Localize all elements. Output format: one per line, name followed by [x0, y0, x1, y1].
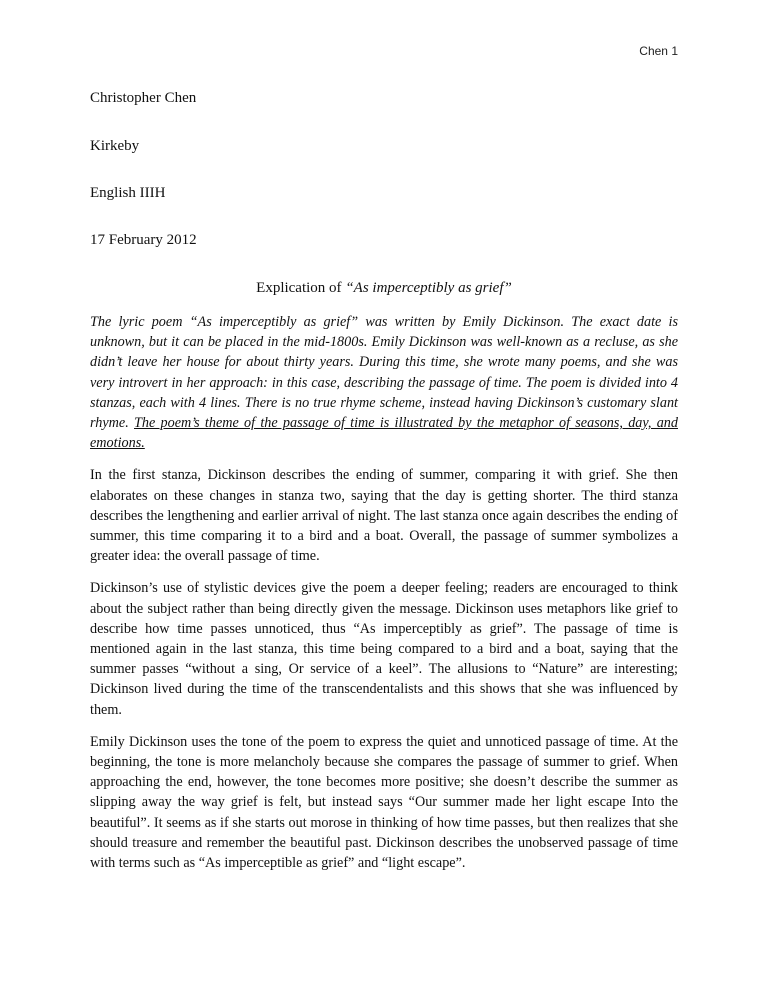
page-number-header: Chen 1: [639, 44, 678, 58]
body-paragraph-devices: Dickinson’s use of stylistic devices give the poem a deeper feeling; readers are encouraged to think about the subject rather than being directly given the message. Dickinson uses metaphors like grief to describe how time passes unnoticed, thus “As imperceptibly as grief”. The passage of time is mentioned again in the last stanza, this time being compared to a bird and a boat, saying that the summer passes “without a sing, Or service of a keel”. The allusions to “Nature” are interesting; Dickinson lived during the time of the transcendentalists and this shows that she was influenced by them.: [90, 580, 678, 718]
thesis-statement: The poem’s theme of the passage of time is illustrated by the metaphor of seasons, day, and emotions.: [90, 415, 678, 452]
body-paragraph-tone: Emily Dickinson uses the tone of the poem to express the quiet and unnoticed passage of time. At the beginning, the tone is more melancholy because she compares the passage of summer to grief. When approaching the end, however, the tone becomes more positive; she doesn’t describe the summer as slipping away the way grief is felt, but instead says “Our summer made her light escape Into the beautiful”. It seems as if she starts out morose in thinking of how time passes, but then realizes that she should treasure and remember the beautiful past. Dickinson describes the unobserved passage of time with terms such as “As imperceptible as grief” and “light escape”.: [90, 733, 678, 872]
intro-text: The lyric poem “As imperceptibly as grief” was written by Emily Dickinson. The exact date is unknown, but it can be placed in the mid-1800s. Emily Dickinson was well-known as a recluse, as she didn’t leave her house for about thirty years. During this time, she wrote many poems, and she was very introvert in her approach: in this case, describing the passage of time. The poem is divided into 4 stanzas, each with 4 lines. There is no true rhyme scheme, instead having Dickinson’s customary slant rhyme.: [90, 314, 678, 432]
title-poem-name: “As imperceptibly as grief”: [345, 280, 512, 296]
intro-paragraph: [90, 312, 678, 453]
essay-title: [0, 278, 768, 298]
teacher-name: Kirkeby: [90, 138, 140, 154]
body-paragraph-stanzas: In the first stanza, Dickinson describes the ending of summer, comparing it with grief. She then elaborates on these changes in stanza two, saying that the day is getting shorter. The third stanza describes the lengthening and earlier arrival of night. The last stanza once again describes the ending of summer, this time comparing it to a bird and a boat. Overall, the passage of summer symbolizes a greater idea: the overall passage of time.: [90, 467, 678, 565]
title-prefix: Explication of: [256, 280, 346, 296]
author-name: Christopher Chen: [90, 90, 197, 106]
course-name: English IIIH: [90, 185, 166, 201]
essay-body: [90, 312, 678, 885]
essay-date: 17 February 2012: [90, 232, 197, 248]
